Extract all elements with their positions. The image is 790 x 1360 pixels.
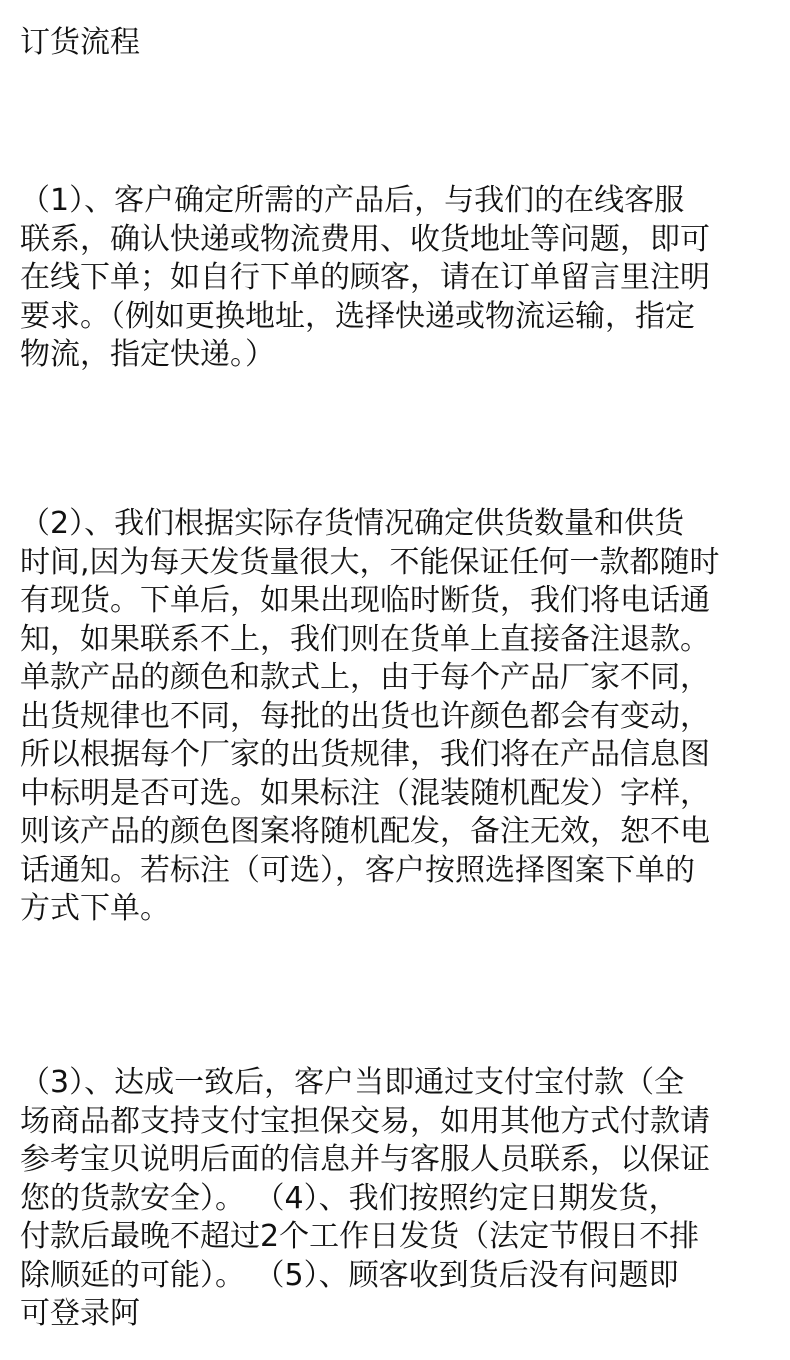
paragraph-line: 知，如果联系不上，我们则在货单上直接备注退款。 xyxy=(20,621,710,657)
paragraph-line: （1）、客户确定所需的产品后，与我们的在线客服 xyxy=(20,183,685,218)
paragraph-line: （2）、我们根据实际存货情况确定供货数量和供货 xyxy=(20,506,685,541)
paragraph-line: 话通知。若标注（可选），客户按照选择图案下单的 xyxy=(20,852,695,888)
paragraph-line: 付款后最晚不超过2个工作日发货（法定节假日不排 xyxy=(20,1219,700,1254)
paragraph-line: 有现货。下单后，如果出现临时断货，我们将电话通 xyxy=(20,583,710,618)
paragraph-step-1 xyxy=(20,182,780,375)
paragraph-line: 除顺延的可能）。 （5）、顾客收到货后没有问题即 xyxy=(20,1257,679,1293)
paragraph-line: 您的货款安全）。 （4）、我们按照约定日期发货， xyxy=(20,1180,679,1216)
paragraph-line: 物流，指定快递。） xyxy=(20,337,275,372)
paragraph-line: 在线下单；如自行下单的顾客，请在订单留言里注明 xyxy=(20,260,710,295)
paragraph-line: 方式下单。 xyxy=(20,891,170,926)
paragraph-line: 场商品都支持支付宝担保交易，如用其他方式付款请 xyxy=(20,1103,710,1139)
paragraph-line: 单款产品的颜色和款式上，由于每个产品厂家不同， xyxy=(20,660,710,695)
page-title: 订货流程 xyxy=(20,25,140,60)
paragraph-line: 参考宝贝说明后面的信息并与客服人员联系，以保证 xyxy=(20,1142,710,1177)
paragraph-line: 要求。（例如更换地址，选择快递或物流运输，指定 xyxy=(20,298,695,334)
paragraph-line: 中标明是否可选。如果标注（混装随机配发）字样， xyxy=(20,775,710,811)
paragraph-line: 所以根据每个厂家的出货规律，我们将在产品信息图 xyxy=(20,737,710,772)
paragraph-line: 则该产品的颜色图案将随机配发，备注无效，恕不电 xyxy=(20,814,710,849)
paragraph-line: 出货规律也不同，每批的出货也许颜色都会有变动， xyxy=(20,698,710,734)
paragraph-line: 时间,因为每天发货量很大，不能保证任何一款都随时 xyxy=(20,544,720,580)
paragraph-step-2 xyxy=(20,505,780,929)
paragraph-line: 可登录阿 xyxy=(20,1296,140,1331)
paragraph-line: （3）、达成一致后，客户当即通过支付宝付款（全 xyxy=(20,1065,685,1100)
paragraph-step-3-5 xyxy=(20,1064,780,1334)
paragraph-line: 联系，确认快递或物流费用、收货地址等问题，即可 xyxy=(20,221,710,257)
